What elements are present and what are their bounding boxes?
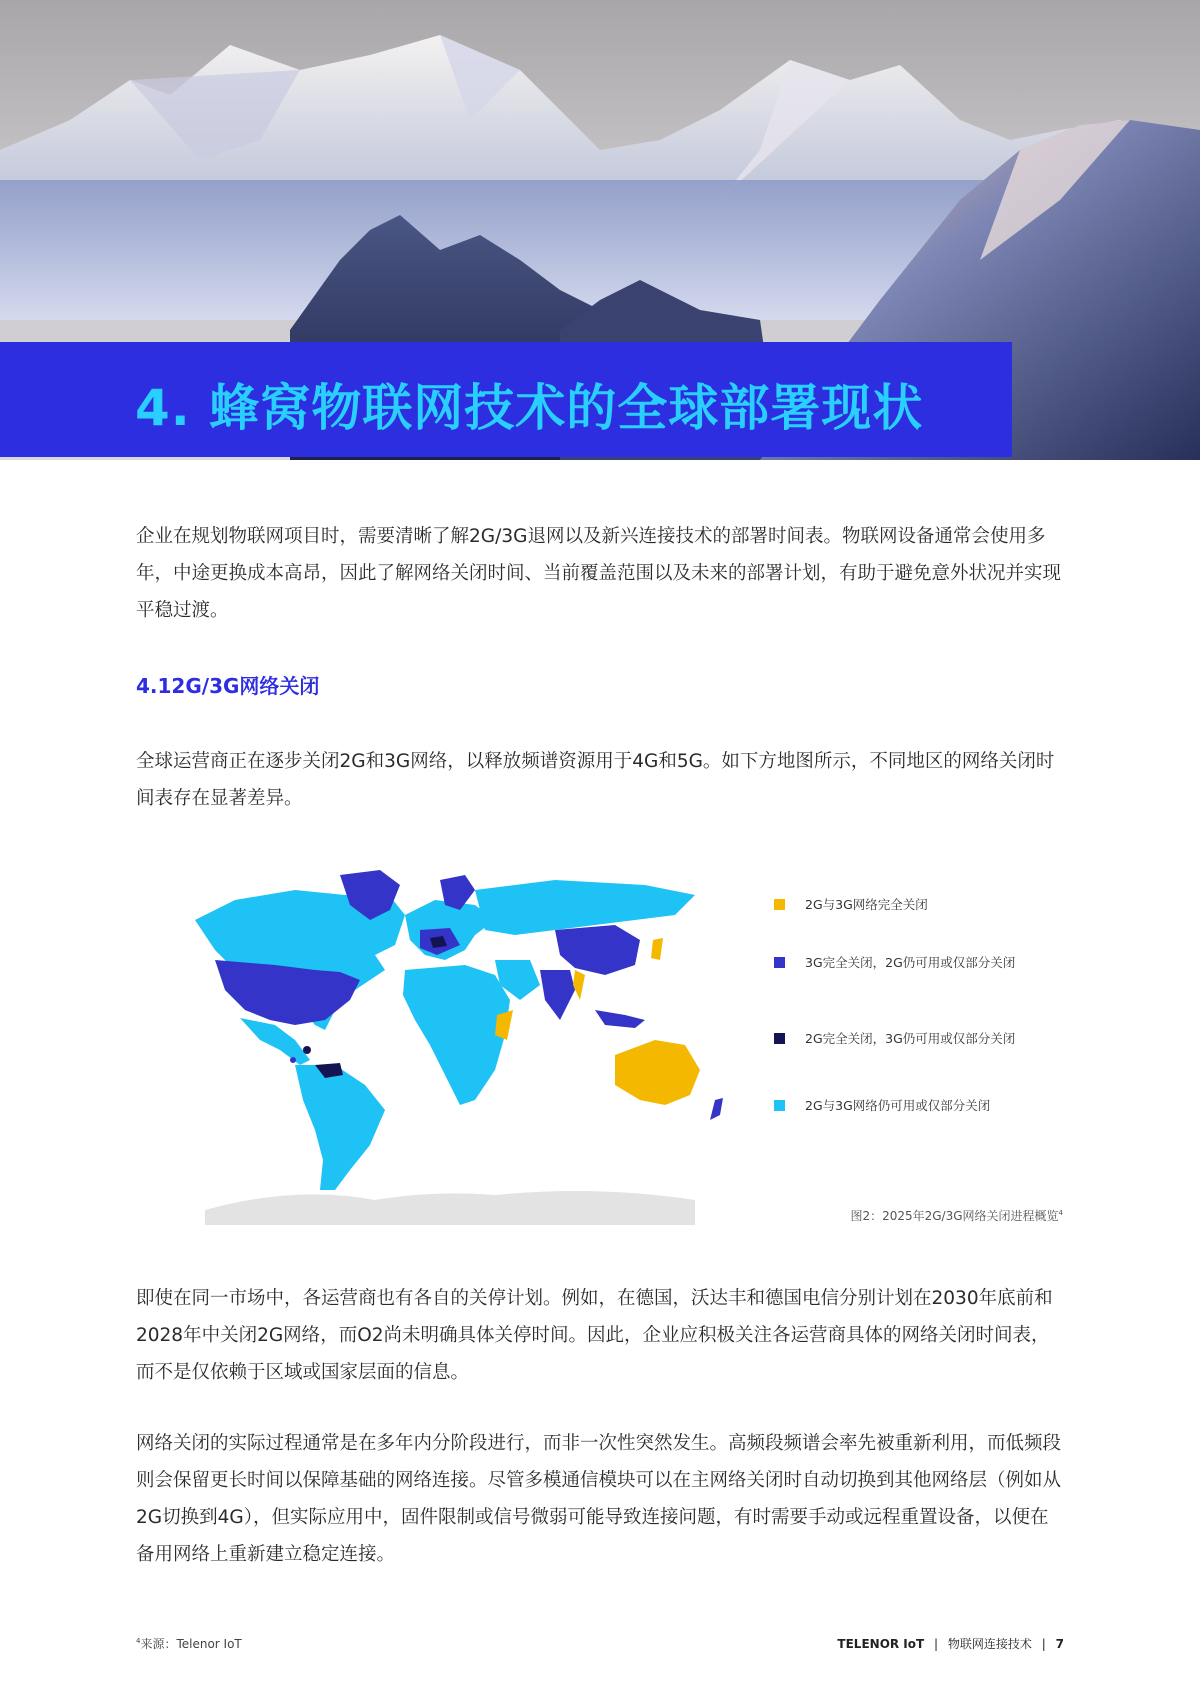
legend-label: 2G与3G网络完全关闭 bbox=[805, 897, 928, 912]
footnote bbox=[136, 1635, 242, 1652]
page-title: 4. 蜂窝物联网技术的全球部署现状 bbox=[135, 379, 924, 437]
map-region-africa bbox=[403, 965, 510, 1105]
map-region-russia bbox=[475, 880, 695, 935]
map-region-caribbean bbox=[303, 1046, 311, 1054]
section-heading: 4.12G/3G网络关闭 bbox=[136, 674, 320, 698]
map-region-antarctica bbox=[205, 1191, 695, 1225]
map-region-australia bbox=[615, 1040, 700, 1105]
map-region-central-america bbox=[290, 1057, 296, 1063]
footer-doc-title: 物联网连接技术 bbox=[947, 1637, 1032, 1651]
world-map-svg bbox=[175, 860, 815, 1240]
map-region-south-america bbox=[295, 1065, 385, 1190]
legend-swatch bbox=[774, 1033, 785, 1044]
map-region-china bbox=[555, 925, 640, 975]
footer-brand: TELENOR IoT bbox=[837, 1637, 925, 1651]
body-paragraph-1: 即使在同一市场中，各运营商也有各自的关停计划。例如，在德国，沃达丰和德国电信分别计划在2030年底前和2028年中关闭2G网络，而O2尚未明确具体关停时间。因此，企业应积极关注各运营商具体的网络关闭时间表，而不是仅依赖于区域或国家层面的信息。 bbox=[136, 1288, 1053, 1383]
legend-label: 2G完全关闭，3G仍可用或仅部分关闭 bbox=[805, 1031, 1016, 1046]
intro-paragraph: 企业在规划物联网项目时，需要清晰了解2G/3G退网以及新兴连接技术的部署时间表。物联网设备通常会使用多年，中途更换成本高昂，因此了解网络关闭时间、当前覆盖范围以及未来的部署计划，有助于避免意外状况并实现平稳过渡。 bbox=[136, 526, 1062, 621]
caption-text: 图2：2025年2G/3G网络关闭进程概览 bbox=[850, 1209, 1059, 1223]
map-region-myanmar bbox=[573, 970, 585, 1000]
legend-label: 2G与3G网络仍可用或仅部分关闭 bbox=[805, 1098, 991, 1113]
footnote-ref: 4 bbox=[136, 1637, 141, 1645]
legend-swatch bbox=[774, 899, 785, 910]
map-region-japan bbox=[651, 938, 663, 960]
caption-ref: 4 bbox=[1058, 1209, 1063, 1217]
section-paragraph: 全球运营商正在逐步关闭2G和3G网络，以释放频谱资源用于4G和5G。如下方地图所示，不同地区的网络关闭时间表存在显著差异。 bbox=[136, 751, 1055, 809]
map-region-indonesia bbox=[595, 1010, 645, 1028]
legend-item-available bbox=[774, 1096, 990, 1114]
page-number: 7 bbox=[1055, 1637, 1064, 1651]
legend-item-2g-off bbox=[774, 1029, 1015, 1047]
body-paragraph-2: 网络关闭的实际过程通常是在多年内分阶段进行，而非一次性突然发生。高频段频谱会率先被重新利用，而低频段则会保留更长时间以保障基础的网络连接。尽管多模通信模块可以在主网络关闭时自动切换到其他网络层（例如从2G切换到4G），但实际应用中，固件限制或信号微弱可能导致连接问题，有时需要手动或远程重置设备，以便在备用网络上重新建立稳定连接。 bbox=[136, 1433, 1062, 1565]
map-region-india bbox=[540, 970, 575, 1020]
legend-label: 3G完全关闭，2G仍可用或仅部分关闭 bbox=[805, 955, 1016, 970]
footer-divider: | bbox=[934, 1637, 939, 1651]
legend-swatch bbox=[774, 1100, 785, 1111]
legend-item-full-shutdown bbox=[774, 895, 928, 913]
map-region-new-zealand bbox=[710, 1098, 723, 1120]
footer-divider: | bbox=[1041, 1637, 1046, 1651]
figure-caption bbox=[850, 1207, 1063, 1224]
page-footer bbox=[837, 1635, 1064, 1652]
map-region-mexico bbox=[240, 1018, 310, 1065]
legend-swatch bbox=[774, 957, 785, 968]
legend-item-3g-off bbox=[774, 953, 1015, 971]
footnote-text: 来源：Telenor IoT bbox=[140, 1637, 242, 1651]
world-map bbox=[175, 860, 815, 1240]
title-band bbox=[0, 342, 1012, 457]
